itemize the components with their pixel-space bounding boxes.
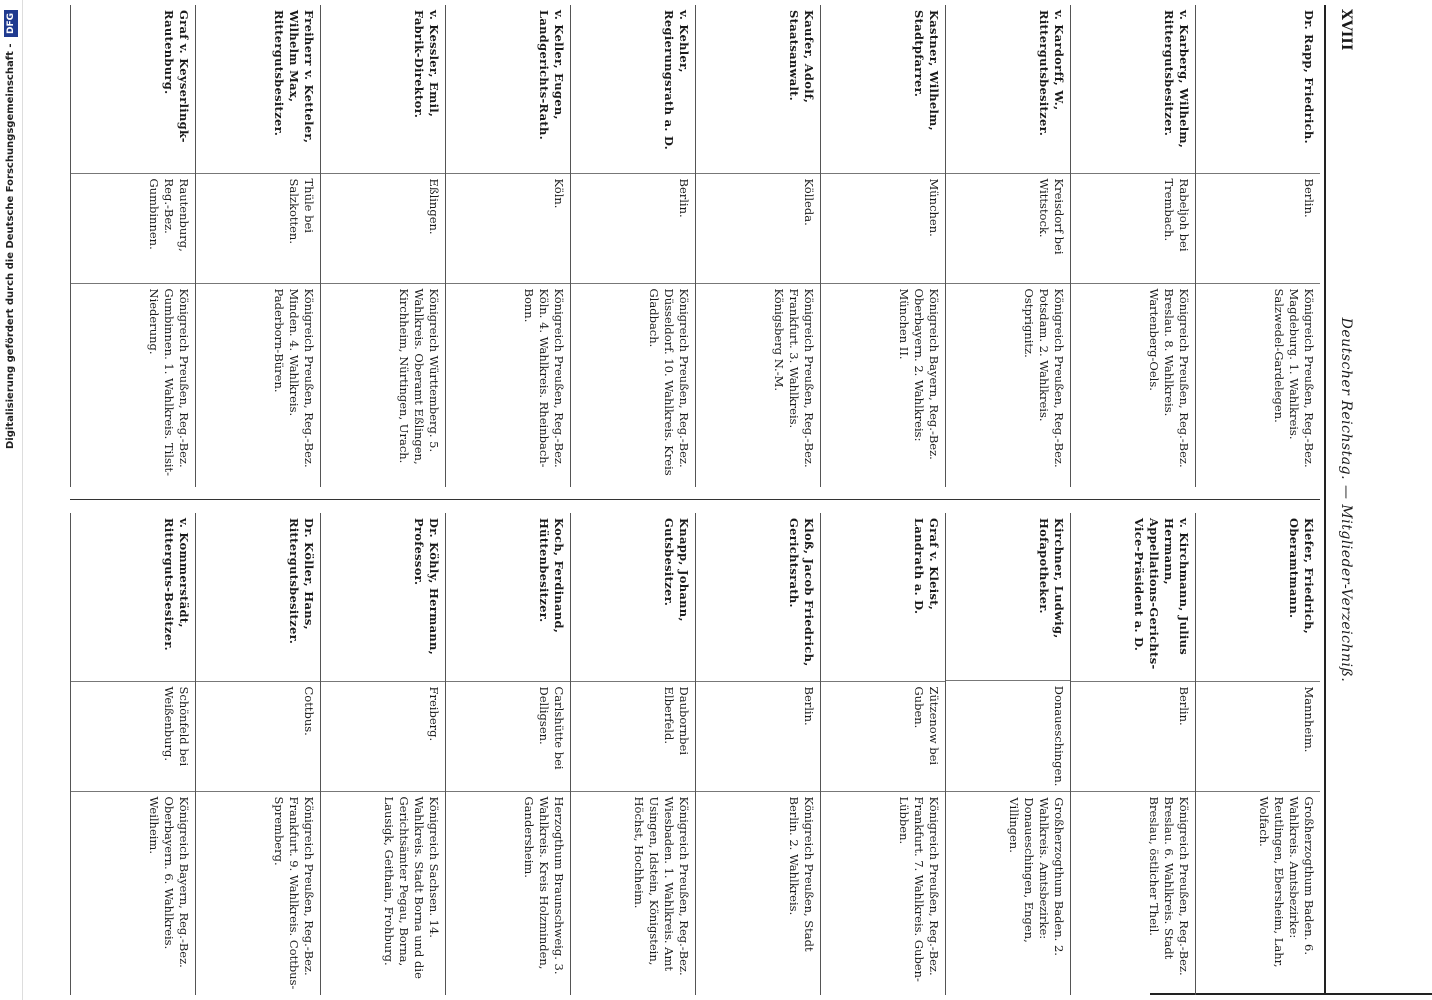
member-table-left: [70, 5, 1320, 487]
member-residence: Daubornbei Elberfeld.: [571, 682, 695, 792]
member-district: Königreich Preußen, Reg.-Bez. Minden. 4. Wahlkreis. Paderborn-Büren.: [272, 288, 316, 468]
table-row: [945, 5, 1070, 487]
member-residence: Rautenburg, Reg.-Bez. Gumbinnen.: [71, 174, 195, 284]
page-title: Deutscher Reichstag. — Mitglieder-Verzeichniß.: [1338, 317, 1354, 683]
table-row: [70, 5, 195, 487]
table-row: [195, 5, 320, 487]
member-district: Königreich Preußen, Reg.-Bez. Wiesbaden. 1. Wahlkreis. Amt Usingen, Idstein, Königstein, Höchst, Hochheim.: [632, 796, 691, 976]
member-district: Königreich Bayern, Reg.-Bez. Oberbayern. 6. Wahlkreis. Weilheim.: [147, 796, 191, 968]
member-name: Kastner, Wilhelm, Stadtpfarrer.: [821, 5, 945, 174]
column-divider: [70, 499, 1320, 500]
dfg-credit: [0, 10, 22, 990]
member-table-right: [70, 513, 1320, 995]
member-residence: Carlshütte bei Delligsen.: [446, 682, 570, 792]
table-row: [1195, 5, 1320, 487]
member-district: Königreich Sachsen. 14. Wahlkreis. Stadt Borna und die Gerichtsämter Pegau, Borna, Lausigk, Geithain, Frohburg.: [382, 796, 441, 979]
member-name: Graf v. Keyserlingk-Rautenburg.: [71, 5, 195, 174]
table-row: [570, 513, 695, 995]
member-district: Königreich Preußen, Reg.-Bez. Magdeburg. 1. Wahlkreis. Salzwedel-Gardelegen.: [1272, 288, 1316, 468]
member-district: Königreich Preußen, Reg.-Bez. Potsdam. 2. Wahlkreis. Ostprignitz.: [1022, 288, 1066, 468]
member-district: Königreich Preußen, Reg.-Bez. Köln. 4. Wahlkreis. Rheinbach-Bonn.: [522, 288, 566, 468]
member-name: v. Kehler, Regierungsrath a. D.: [571, 5, 695, 174]
member-name: Kaufer, Adolf, Staatsanwalt.: [696, 5, 820, 174]
member-name: v. Kessler, Emil, Fabrik-Direktor.: [321, 5, 445, 174]
table-row: [1070, 513, 1195, 995]
scanned-page-wrap: [22, 0, 1432, 1000]
member-residence: Zützenow bei Guben.: [821, 682, 945, 792]
member-residence: München.: [821, 174, 945, 284]
table-row: [445, 5, 570, 487]
table-row: [820, 513, 945, 995]
member-district: Königreich Preußen, Reg.-Bez. Frankfurt. 9. Wahlkreis. Cottbus-Spremberg.: [272, 796, 316, 990]
member-district: Herzogthum Braunschweig. 3. Wahlkreis. Kreis Holzminden, Gandersheim.: [522, 796, 566, 975]
member-residence: Kreisdorf bei Wittstock.: [946, 174, 1070, 284]
member-district: Königreich Württemberg. 5. Wahlkreis. Oberamt Eßlingen, Kirchheim, Nürtingen, Urach.: [397, 288, 441, 465]
table-row: [570, 5, 695, 487]
member-name: v. Kommerstädt, Ritterguts-Besitzer.: [71, 513, 195, 682]
member-residence: Eßlingen.: [321, 174, 445, 284]
dfg-sidebar: [0, 0, 23, 1000]
member-district: Königreich Preußen, Reg.-Bez. Gumbinnen. 1. Wahlkreis. Tilsit-Niederung.: [147, 288, 191, 477]
table-row: [320, 513, 445, 995]
table-row: [820, 5, 945, 487]
member-name: Kiefer, Friedrich, Oberamtmann.: [1196, 513, 1320, 682]
rotated-page: [52, 5, 1402, 995]
member-name: Kloß, Jacob Friedrich, Gerichtsrath.: [696, 513, 820, 682]
member-residence: Berlin.: [571, 174, 695, 284]
member-residence: Berlin.: [1196, 174, 1320, 284]
member-residence: Köln.: [446, 174, 570, 284]
table-row: [70, 513, 195, 995]
member-name: v. Kardorff, W., Rittergutsbesitzer.: [946, 5, 1070, 174]
page-number: XVIII: [1338, 9, 1354, 51]
member-district: Königreich Preußen, Stadt Berlin. 2. Wahlkreis.: [787, 796, 816, 952]
member-residence: Berlin.: [696, 682, 820, 792]
member-residence: Donaueschingen.: [946, 681, 1070, 793]
member-residence: Rabeljoh bei Trembach.: [1071, 174, 1195, 284]
table-row: [1070, 5, 1195, 487]
member-residence: Kölleda.: [696, 174, 820, 284]
member-name: v. Keller, Eugen, Landgerichts-Rath.: [446, 5, 570, 174]
member-district: Großherzogthum Baden. 6. Wahlkreis. Amtsbezirke: Reutlingen, Ebersheim, Lahr, Wolfach.: [1257, 796, 1316, 968]
member-residence: Schönfeld bei Weißenburg.: [71, 682, 195, 792]
member-name: Dr. Rapp, Friedrich.: [1196, 5, 1320, 174]
member-residence: Berlin.: [1071, 682, 1195, 792]
member-district: Königreich Preußen, Reg.-Bez. Frankfurt. 3. Wahlkreis. Königsberg N.-M.: [772, 288, 816, 468]
member-residence: Thüle bei Salzkotten.: [196, 174, 320, 284]
member-district: Königreich Preußen, Reg.-Bez. Frankfurt. 7. Wahlkreis. Guben-Lübben.: [897, 796, 941, 982]
dfg-logo: DFG: [4, 10, 18, 37]
table-row: [695, 513, 820, 995]
member-residence: Cottbus.: [196, 682, 320, 792]
member-name: v. Karberg, Wilhelm, Rittergutsbesitzer.: [1071, 5, 1195, 174]
page-header: [1324, 5, 1362, 995]
member-name: Knapp, Johann, Gutsbesitzer.: [571, 513, 695, 682]
member-residence: Freiberg.: [321, 682, 445, 792]
member-name: Dr. Köhly, Hermann, Professor.: [321, 513, 445, 682]
table-row: [695, 5, 820, 487]
dfg-credit-text: Digitalisierung gefördert durch die Deutsche Forschungsgemeinschaft -: [5, 43, 16, 450]
member-residence: Mannheim.: [1196, 682, 1320, 792]
table-row: [945, 513, 1070, 995]
member-name: Dr. Köller, Hans, Rittergutsbesitzer.: [196, 513, 320, 682]
member-name: Graf v. Kleist, Landrath a. D.: [821, 513, 945, 682]
member-name: Koch, Ferdinand, Hüttenbesitzer.: [446, 513, 570, 682]
table-row: [445, 513, 570, 995]
member-district: Königreich Preußen, Reg.-Bez. Düsseldorf. 10. Wahlkreis. Kreis Gladbach.: [647, 288, 691, 476]
table-row: [195, 513, 320, 995]
member-name: Kirchner, Ludwig, Hofapotheker.: [946, 513, 1070, 681]
member-name: v. Kirchmann, Julius Hermann, Appellations-Gerichts-Vice-Präsident a. D.: [1071, 513, 1195, 682]
member-district: Großherzogthum Baden. 2. Wahlkreis. Amtsbezirke: Donaueschingen, Engen, Villingen.: [1007, 797, 1066, 956]
table-row: [320, 5, 445, 487]
member-district: Königreich Preußen, Reg.-Bez. Breslau. 6. Wahlkreis. Stadt Breslau, östlicher Theil.: [1147, 796, 1191, 976]
member-district: Königreich Preußen, Reg.-Bez. Breslau. 8. Wahlkreis. Wartenberg-Oels.: [1147, 288, 1191, 468]
table-row: [1195, 513, 1320, 995]
member-district: Königreich Bayern, Reg.-Bez. Oberbayern. 2. Wahlkreis: München II.: [897, 288, 941, 460]
member-name: Freiherr v. Ketteler, Wilhelm Max, Rittergutsbesitzer.: [196, 5, 320, 174]
